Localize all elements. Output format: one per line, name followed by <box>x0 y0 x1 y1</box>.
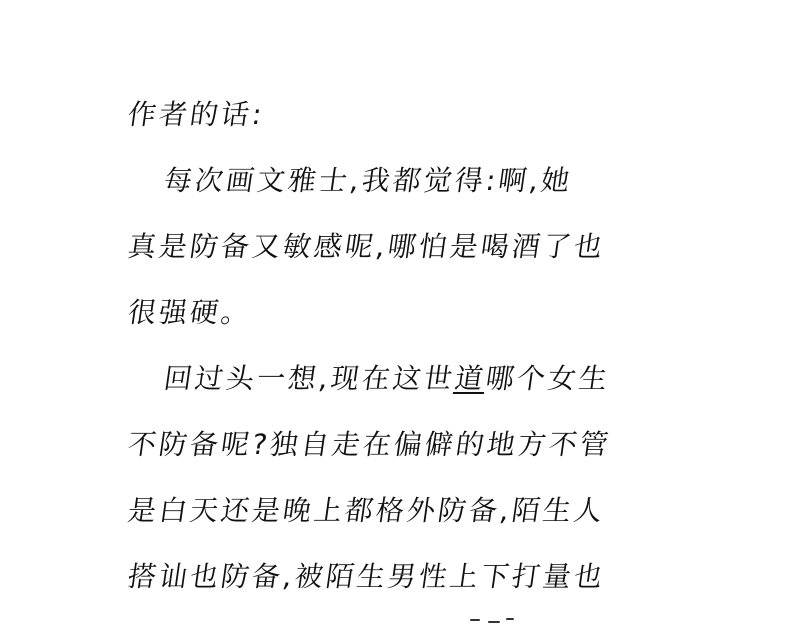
paragraph-line-5: 不防备呢?独自走在偏僻的地方不管 <box>125 428 614 461</box>
paragraph-line-7: 搭讪也防备,被陌生男性上下打量也 <box>125 560 608 593</box>
heading-line: 作者的话: <box>125 98 267 131</box>
paragraph-line-3: 很强硬。 <box>125 296 255 329</box>
paragraph-line-4-suffix: 哪个女生 <box>483 362 613 395</box>
cropped-text-fragment <box>468 616 518 625</box>
paragraph-line-4-prefix: 回过头一想,现在这世 <box>161 362 458 395</box>
underlined-word: 道 <box>452 362 489 395</box>
paragraph-line-6: 是白天还是晚上都格外防备,陌生人 <box>125 494 608 527</box>
paragraph-line-1: 每次画文雅士,我都觉得:啊,她 <box>161 164 575 197</box>
cropped-stroke <box>506 618 514 620</box>
cropped-stroke <box>488 621 500 623</box>
paragraph-line-2: 真是防备又敏感呢,哪怕是喝酒了也 <box>125 230 608 263</box>
paragraph-line-4 <box>123 346 672 412</box>
cropped-stroke <box>470 619 480 621</box>
author-note-text <box>125 82 668 610</box>
